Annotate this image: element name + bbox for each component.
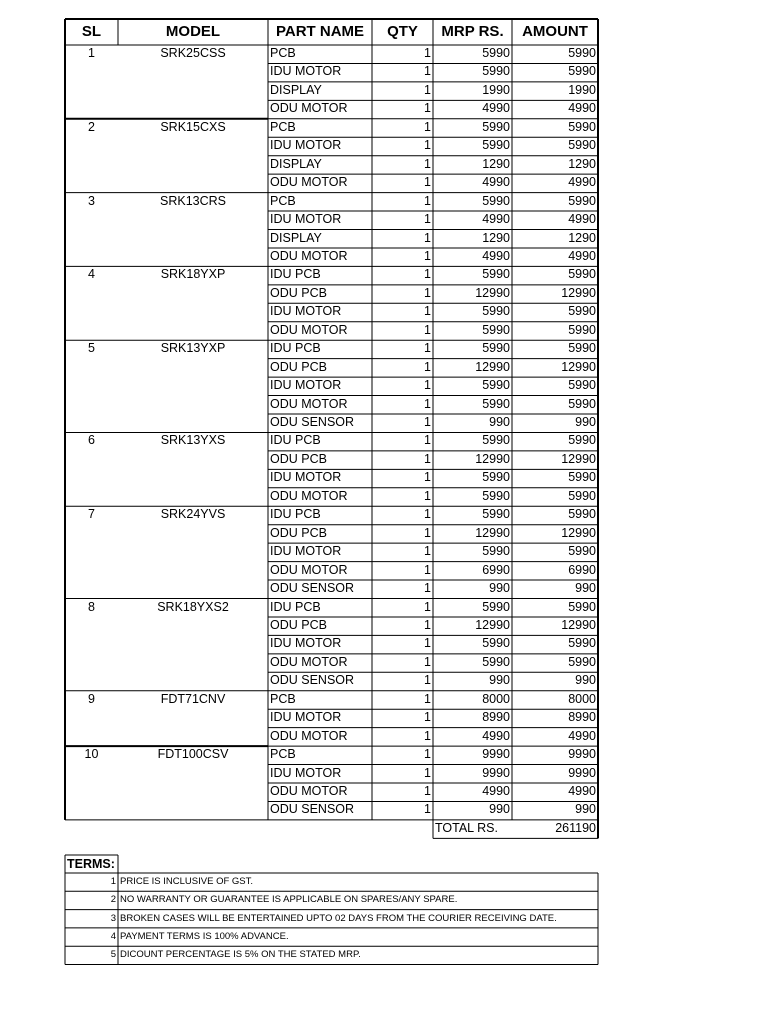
mrp-value: 4990 xyxy=(482,784,510,798)
part-name: ODU MOTOR xyxy=(270,101,348,116)
part-name: DISPLAY xyxy=(270,156,322,171)
amount-value: 4990 xyxy=(568,784,596,798)
qty-value: 1 xyxy=(424,64,431,79)
mrp-value: 8990 xyxy=(482,710,510,725)
term-number: 2 xyxy=(110,894,116,906)
mrp-value: 5990 xyxy=(482,470,510,485)
qty-value: 1 xyxy=(424,728,431,743)
qty-value: 1 xyxy=(424,673,431,688)
qty-value: 1 xyxy=(424,175,431,190)
amount-value: 1990 xyxy=(568,82,596,97)
qty-value: 1 xyxy=(424,359,431,374)
qty-value: 1 xyxy=(424,525,431,540)
amount-value: 4990 xyxy=(568,212,596,227)
mrp-value: 5990 xyxy=(482,507,510,522)
amount-value: 5990 xyxy=(568,138,596,153)
mrp-value: 5990 xyxy=(482,636,510,651)
part-name: IDU MOTOR xyxy=(270,304,342,319)
qty-value: 1 xyxy=(424,451,431,466)
mrp-value: 6990 xyxy=(482,562,510,577)
qty-value: 1 xyxy=(424,470,431,485)
qty-value: 1 xyxy=(424,304,431,319)
model-name: SRK15CXS xyxy=(160,119,226,134)
qty-value: 1 xyxy=(424,562,431,577)
qty-value: 1 xyxy=(424,322,431,337)
qty-value: 1 xyxy=(424,617,431,632)
mrp-value: 1290 xyxy=(482,156,510,171)
part-name: IDU MOTOR xyxy=(270,378,342,393)
part-name: PCB xyxy=(270,46,296,60)
qty-value: 1 xyxy=(424,415,431,429)
amount-value: 9990 xyxy=(568,747,596,762)
total-label: TOTAL RS. xyxy=(435,820,498,835)
amount-value: 5990 xyxy=(568,64,596,79)
mrp-value: 4990 xyxy=(482,101,510,116)
qty-value: 1 xyxy=(424,230,431,245)
term-text: DICOUNT PERCENTAGE IS 5% ON THE STATED MRP. xyxy=(120,949,361,961)
mrp-value: 1290 xyxy=(482,230,510,245)
part-name: ODU MOTOR xyxy=(270,728,348,743)
qty-value: 1 xyxy=(424,507,431,522)
qty-value: 1 xyxy=(424,396,431,411)
amount-value: 5990 xyxy=(568,654,596,669)
qty-value: 1 xyxy=(424,747,431,762)
part-name: ODU MOTOR xyxy=(270,488,348,503)
part-name: IDU MOTOR xyxy=(270,544,342,559)
part-name: ODU SENSOR xyxy=(270,673,355,688)
mrp-value: 5990 xyxy=(482,396,510,411)
amount-value: 12990 xyxy=(561,285,596,300)
part-name: ODU MOTOR xyxy=(270,396,348,411)
part-name: PCB xyxy=(270,691,296,706)
mrp-value: 9990 xyxy=(482,765,510,780)
model-name: FDT71CNV xyxy=(160,691,226,706)
amount-value: 5990 xyxy=(568,488,596,503)
part-name: ODU PCB xyxy=(270,285,327,300)
mrp-value: 5990 xyxy=(482,488,510,503)
part-name: DISPLAY xyxy=(270,230,322,245)
sl-number: 6 xyxy=(88,433,95,448)
part-name: IDU MOTOR xyxy=(270,470,342,485)
qty-value: 1 xyxy=(424,710,431,725)
part-name: PCB xyxy=(270,747,296,762)
qty-value: 1 xyxy=(424,433,431,448)
amount-value: 990 xyxy=(575,802,596,817)
part-name: ODU SENSOR xyxy=(270,581,355,596)
amount-value: 12990 xyxy=(561,617,596,632)
part-name: IDU PCB xyxy=(270,433,321,448)
part-name: ODU PCB xyxy=(270,525,327,540)
mrp-value: 5990 xyxy=(482,599,510,614)
part-name: DISPLAY xyxy=(270,82,322,97)
sl-number: 5 xyxy=(88,341,95,356)
model-name: SRK13CRS xyxy=(160,193,226,208)
amount-value: 1290 xyxy=(568,230,596,245)
mrp-value: 12990 xyxy=(475,359,510,374)
amount-value: 5990 xyxy=(568,322,596,337)
mrp-value: 990 xyxy=(489,673,510,688)
amount-value: 990 xyxy=(575,581,596,596)
mrp-value: 990 xyxy=(489,802,510,817)
part-name: ODU MOTOR xyxy=(270,322,348,337)
amount-value: 990 xyxy=(575,415,596,429)
qty-value: 1 xyxy=(424,599,431,614)
term-text: PAYMENT TERMS IS 100% ADVANCE. xyxy=(120,930,289,942)
qty-value: 1 xyxy=(424,46,431,60)
mrp-value: 5990 xyxy=(482,267,510,282)
part-name: IDU MOTOR xyxy=(270,138,342,153)
amount-value: 5990 xyxy=(568,636,596,651)
part-name: ODU MOTOR xyxy=(270,248,348,263)
mrp-value: 4990 xyxy=(482,212,510,227)
model-name: SRK18YXS2 xyxy=(157,599,229,614)
amount-value: 4990 xyxy=(568,175,596,190)
amount-value: 5990 xyxy=(568,396,596,411)
amount-value: 5990 xyxy=(568,304,596,319)
sl-number: 8 xyxy=(88,599,95,614)
amount-value: 1290 xyxy=(568,156,596,171)
part-name: ODU MOTOR xyxy=(270,654,348,669)
part-name: IDU MOTOR xyxy=(270,765,342,780)
part-name: IDU PCB xyxy=(270,267,321,282)
mrp-value: 12990 xyxy=(475,451,510,466)
amount-value: 6990 xyxy=(568,562,596,577)
amount-value: 12990 xyxy=(561,359,596,374)
mrp-value: 5990 xyxy=(482,544,510,559)
amount-value: 5990 xyxy=(568,341,596,356)
part-name: IDU MOTOR xyxy=(270,636,342,651)
qty-value: 1 xyxy=(424,285,431,300)
qty-value: 1 xyxy=(424,156,431,171)
header-part: PART NAME xyxy=(275,23,365,40)
amount-value: 5990 xyxy=(568,433,596,448)
mrp-value: 5990 xyxy=(482,433,510,448)
sl-number: 7 xyxy=(88,507,95,522)
mrp-value: 4990 xyxy=(482,175,510,190)
amount-value: 5990 xyxy=(568,378,596,393)
term-text: PRICE IS INCLUSIVE OF GST. xyxy=(120,876,254,887)
mrp-value: 5990 xyxy=(482,322,510,337)
qty-value: 1 xyxy=(424,248,431,263)
mrp-value: 990 xyxy=(489,581,510,596)
qty-value: 1 xyxy=(424,267,431,282)
part-name: IDU PCB xyxy=(270,507,321,522)
mrp-value: 5990 xyxy=(482,138,510,153)
qty-value: 1 xyxy=(424,193,431,208)
mrp-value: 4990 xyxy=(482,728,510,743)
qty-value: 1 xyxy=(424,488,431,503)
mrp-value: 12990 xyxy=(475,285,510,300)
sl-number: 3 xyxy=(88,193,95,208)
part-name: IDU MOTOR xyxy=(270,64,342,79)
total-value: 261190 xyxy=(555,820,596,835)
mrp-value: 12990 xyxy=(475,617,510,632)
qty-value: 1 xyxy=(424,765,431,780)
mrp-value: 5990 xyxy=(482,304,510,319)
sl-number: 10 xyxy=(84,747,99,762)
qty-value: 1 xyxy=(424,636,431,651)
model-name: SRK25CSS xyxy=(160,46,226,60)
amount-value: 12990 xyxy=(561,525,596,540)
qty-value: 1 xyxy=(424,138,431,153)
qty-value: 1 xyxy=(424,378,431,393)
header-mrp: MRP RS. xyxy=(441,23,504,40)
part-name: IDU PCB xyxy=(270,341,321,356)
amount-value: 5990 xyxy=(568,193,596,208)
sl-number: 9 xyxy=(88,691,95,706)
mrp-value: 1990 xyxy=(482,82,510,97)
mrp-value: 9990 xyxy=(482,747,510,762)
qty-value: 1 xyxy=(424,802,431,817)
qty-value: 1 xyxy=(424,212,431,227)
sl-number: 2 xyxy=(88,119,95,134)
qty-value: 1 xyxy=(424,581,431,596)
mrp-value: 5990 xyxy=(482,341,510,356)
model-name: SRK18YXP xyxy=(160,267,226,282)
sl-number: 4 xyxy=(88,267,95,282)
part-name: PCB xyxy=(270,193,296,208)
qty-value: 1 xyxy=(424,341,431,356)
model-name: SRK24YVS xyxy=(160,507,226,522)
part-name: PCB xyxy=(270,119,296,134)
mrp-value: 5990 xyxy=(482,193,510,208)
qty-value: 1 xyxy=(424,784,431,798)
part-name: IDU MOTOR xyxy=(270,710,342,725)
mrp-value: 12990 xyxy=(475,525,510,540)
model-name: SRK13YXS xyxy=(160,433,226,448)
amount-value: 5990 xyxy=(568,599,596,614)
header-amount: AMOUNT xyxy=(522,23,588,40)
part-name: ODU PCB xyxy=(270,617,327,632)
amount-value: 5990 xyxy=(568,46,596,60)
mrp-value: 5990 xyxy=(482,119,510,134)
amount-value: 5990 xyxy=(568,470,596,485)
part-name: ODU PCB xyxy=(270,359,327,374)
qty-value: 1 xyxy=(424,654,431,669)
amount-value: 5990 xyxy=(568,544,596,559)
mrp-value: 5990 xyxy=(482,64,510,79)
mrp-value: 4990 xyxy=(482,248,510,263)
part-name: ODU MOTOR xyxy=(270,175,348,190)
term-number: 4 xyxy=(110,930,116,942)
mrp-value: 5990 xyxy=(482,378,510,393)
qty-value: 1 xyxy=(424,544,431,559)
header-qty: QTY xyxy=(387,23,418,40)
part-name: ODU SENSOR xyxy=(270,802,355,817)
mrp-value: 5990 xyxy=(482,46,510,60)
term-number: 1 xyxy=(110,876,116,887)
terms-title: TERMS: xyxy=(67,857,115,871)
amount-value: 5990 xyxy=(568,507,596,522)
model-name: SRK13YXP xyxy=(160,341,226,356)
amount-value: 8000 xyxy=(568,691,596,706)
mrp-value: 5990 xyxy=(482,654,510,669)
part-name: ODU PCB xyxy=(270,451,327,466)
amount-value: 990 xyxy=(575,673,596,688)
sl-number: 1 xyxy=(88,46,95,60)
term-number: 5 xyxy=(110,949,116,961)
header-sl: SL xyxy=(81,23,102,40)
qty-value: 1 xyxy=(424,691,431,706)
qty-value: 1 xyxy=(424,119,431,134)
part-name: ODU MOTOR xyxy=(270,784,348,798)
term-text: NO WARRANTY OR GUARANTEE IS APPLICABLE ON SPARES/ANY SPARE. xyxy=(120,894,458,906)
amount-value: 4990 xyxy=(568,728,596,743)
amount-value: 9990 xyxy=(568,765,596,780)
amount-value: 12990 xyxy=(561,451,596,466)
part-name: IDU PCB xyxy=(270,599,321,614)
amount-value: 5990 xyxy=(568,267,596,282)
mrp-value: 8000 xyxy=(482,691,510,706)
amount-value: 4990 xyxy=(568,101,596,116)
qty-value: 1 xyxy=(424,82,431,97)
mrp-value: 990 xyxy=(489,415,510,429)
qty-value: 1 xyxy=(424,101,431,116)
model-name: FDT100CSV xyxy=(157,747,229,762)
part-name: ODU MOTOR xyxy=(270,562,348,577)
part-name: ODU SENSOR xyxy=(270,415,355,429)
amount-value: 4990 xyxy=(568,248,596,263)
amount-value: 8990 xyxy=(568,710,596,725)
term-text: BROKEN CASES WILL BE ENTERTAINED UPTO 02 DAYS FROM THE COURIER RECEIVING DATE. xyxy=(120,912,557,924)
header-model: MODEL xyxy=(165,23,221,40)
term-number: 3 xyxy=(110,912,116,924)
amount-value: 5990 xyxy=(568,119,596,134)
part-name: IDU MOTOR xyxy=(270,212,342,227)
